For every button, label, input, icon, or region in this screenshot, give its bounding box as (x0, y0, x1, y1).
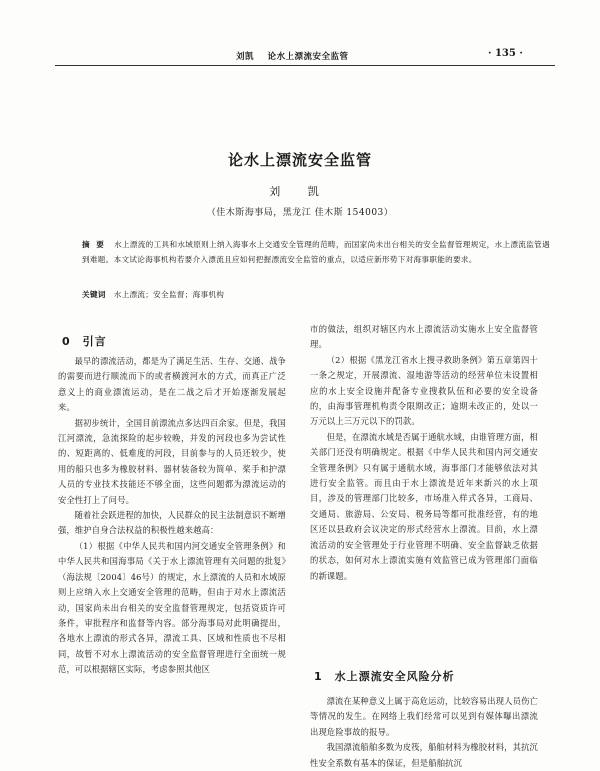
header-title: 论水上漂流安全监管 (267, 52, 349, 62)
article-author: 刘 凯 (269, 185, 331, 198)
article-title: 论水上漂流安全监管 (227, 151, 372, 169)
keywords (82, 289, 550, 300)
section-1-title: 水上漂流安全风险分析 (334, 670, 455, 683)
section-0-title: 引言 (82, 335, 107, 348)
section-0-number: 0 (62, 335, 71, 348)
keywords-text: 水上漂流；安全监督；海事机构 (113, 290, 225, 299)
header-author: 刘凯 (236, 52, 255, 62)
paragraph: （2）根据《黑龙江省水上搜寻救助条例》第五章第四十一条之规定，开展漂流、湿地游等活动的经营单位未设置相应的水上安全设施并配备专业搜救队伍和必要的安全设备的，由海事管理机构责令限期改正；逾期未改正的，处以一万元以上三万元以下的罚款。 (310, 354, 538, 427)
article-affiliation: （佳木斯海事局，黑龙江 佳木斯 154003） (206, 208, 394, 218)
paragraph: （1）根据《中华人民共和国内河交通安全管理条例》和中华人民共和国海事局《关于水上漂流管理有关问题的批复》（海法规〔2004〕46号）的规定，水上漂流的人员和水域原则上应纳入水上交通安全管理的范畴，但由于对水上漂流活动，国家尚未出台相关的安全监督管理规定，包括资质许可条件，审批程序和监督等内容。部分海事局对此明确提出，各地水上漂流的形式各异，漂流工具、区域和性质也不尽相同，故暂不对水上漂流活动的安全监督管理进行全面统一规范，可以根据辖区实际，考虑参照其他区 (58, 540, 286, 675)
paragraph: 据初步统计，全国目前漂流点多达四百余家。但是，我国江河漂流，急流探险的起步较晚，并发的河段也多为尝试性的、短距离的、低难度的河段，目前参与的人员还较少，使用的船只也多为橡胶材料、器材装备较为简单、桨手和护漂人员的专业技术技能还不够全面，这些问题都为漂流运动的安全性打上了问号。 (58, 417, 286, 505)
running-header (236, 50, 349, 62)
abstract-text: 水上漂流的工具和水域原则上纳入海事水上交通安全管理的范畴，而国家尚未出台相关的安全监督管理规定，水上漂流监管遇到难题。本文试论海事机构若要介入漂流且应如何把握漂流安全监管的重点，以适应新形势下对海事职能的要求。 (82, 240, 550, 264)
right-column-section-1 (310, 694, 538, 771)
paragraph: 最早的漂流活动，都是为了满足生活、生存、交通、战争的需要而进行顺流而下的或者横渡河水的方式，而真正广泛意义上的商业漂流运动，是在二战之后才开始逐渐发展起来。 (58, 356, 286, 413)
abstract-label: 摘 要 (82, 240, 106, 249)
header-rule (55, 65, 555, 66)
paragraph: 漂流在某种意义上属于高危运动，比较容易出现人员伤亡等情况的发生。在网络上我们经常可以见到有媒体曝出漂流出现危险事故的报导。 (310, 696, 538, 737)
paragraph: 市的做法，组织对辖区内水上漂流活动实施水上安全监督管理。 (310, 324, 538, 350)
section-1-number: 1 (314, 670, 323, 683)
page-number: · 135 · (488, 48, 523, 59)
paragraph: 随着社会跃进程的加快，人民群众的民主法制意识不断增强，维护自身合法权益的积极性越来越高： (58, 510, 286, 536)
right-column (310, 322, 538, 584)
paragraph: 我国漂流船舶多数为皮筏，船舶材料为橡胶材料，其抗沉性安全系数有基本的保证，但是船舶抗沉 (310, 742, 538, 768)
abstract (82, 238, 550, 267)
section-0-heading (62, 333, 107, 349)
left-column (58, 354, 286, 678)
keywords-label: 关键词 (82, 290, 106, 299)
paragraph: 但是，在漂流水域是否属于通航水域，由谁管理方面，相关部门还没有明确规定。根据《中华人民共和国内河交通安全管理条例》只有属于通航水域，海事部门才能够依法对其进行安全监管。而且由于水上漂流是近年来新兴的水上项目，涉及的管理部门比较多，市场准入样式各异，工商局、交通局、旅游局、公安局、税务局等都可批准经营，有的地区还以县政府会议决定的形式经营水上漂流。目前，水上漂流活动的安全管理处于行业管理不明确、安全监督缺乏依据的状态，如何对水上漂流实施有效监管已成为管理部门面临的新课题。 (310, 431, 538, 581)
section-1-heading (314, 668, 455, 684)
